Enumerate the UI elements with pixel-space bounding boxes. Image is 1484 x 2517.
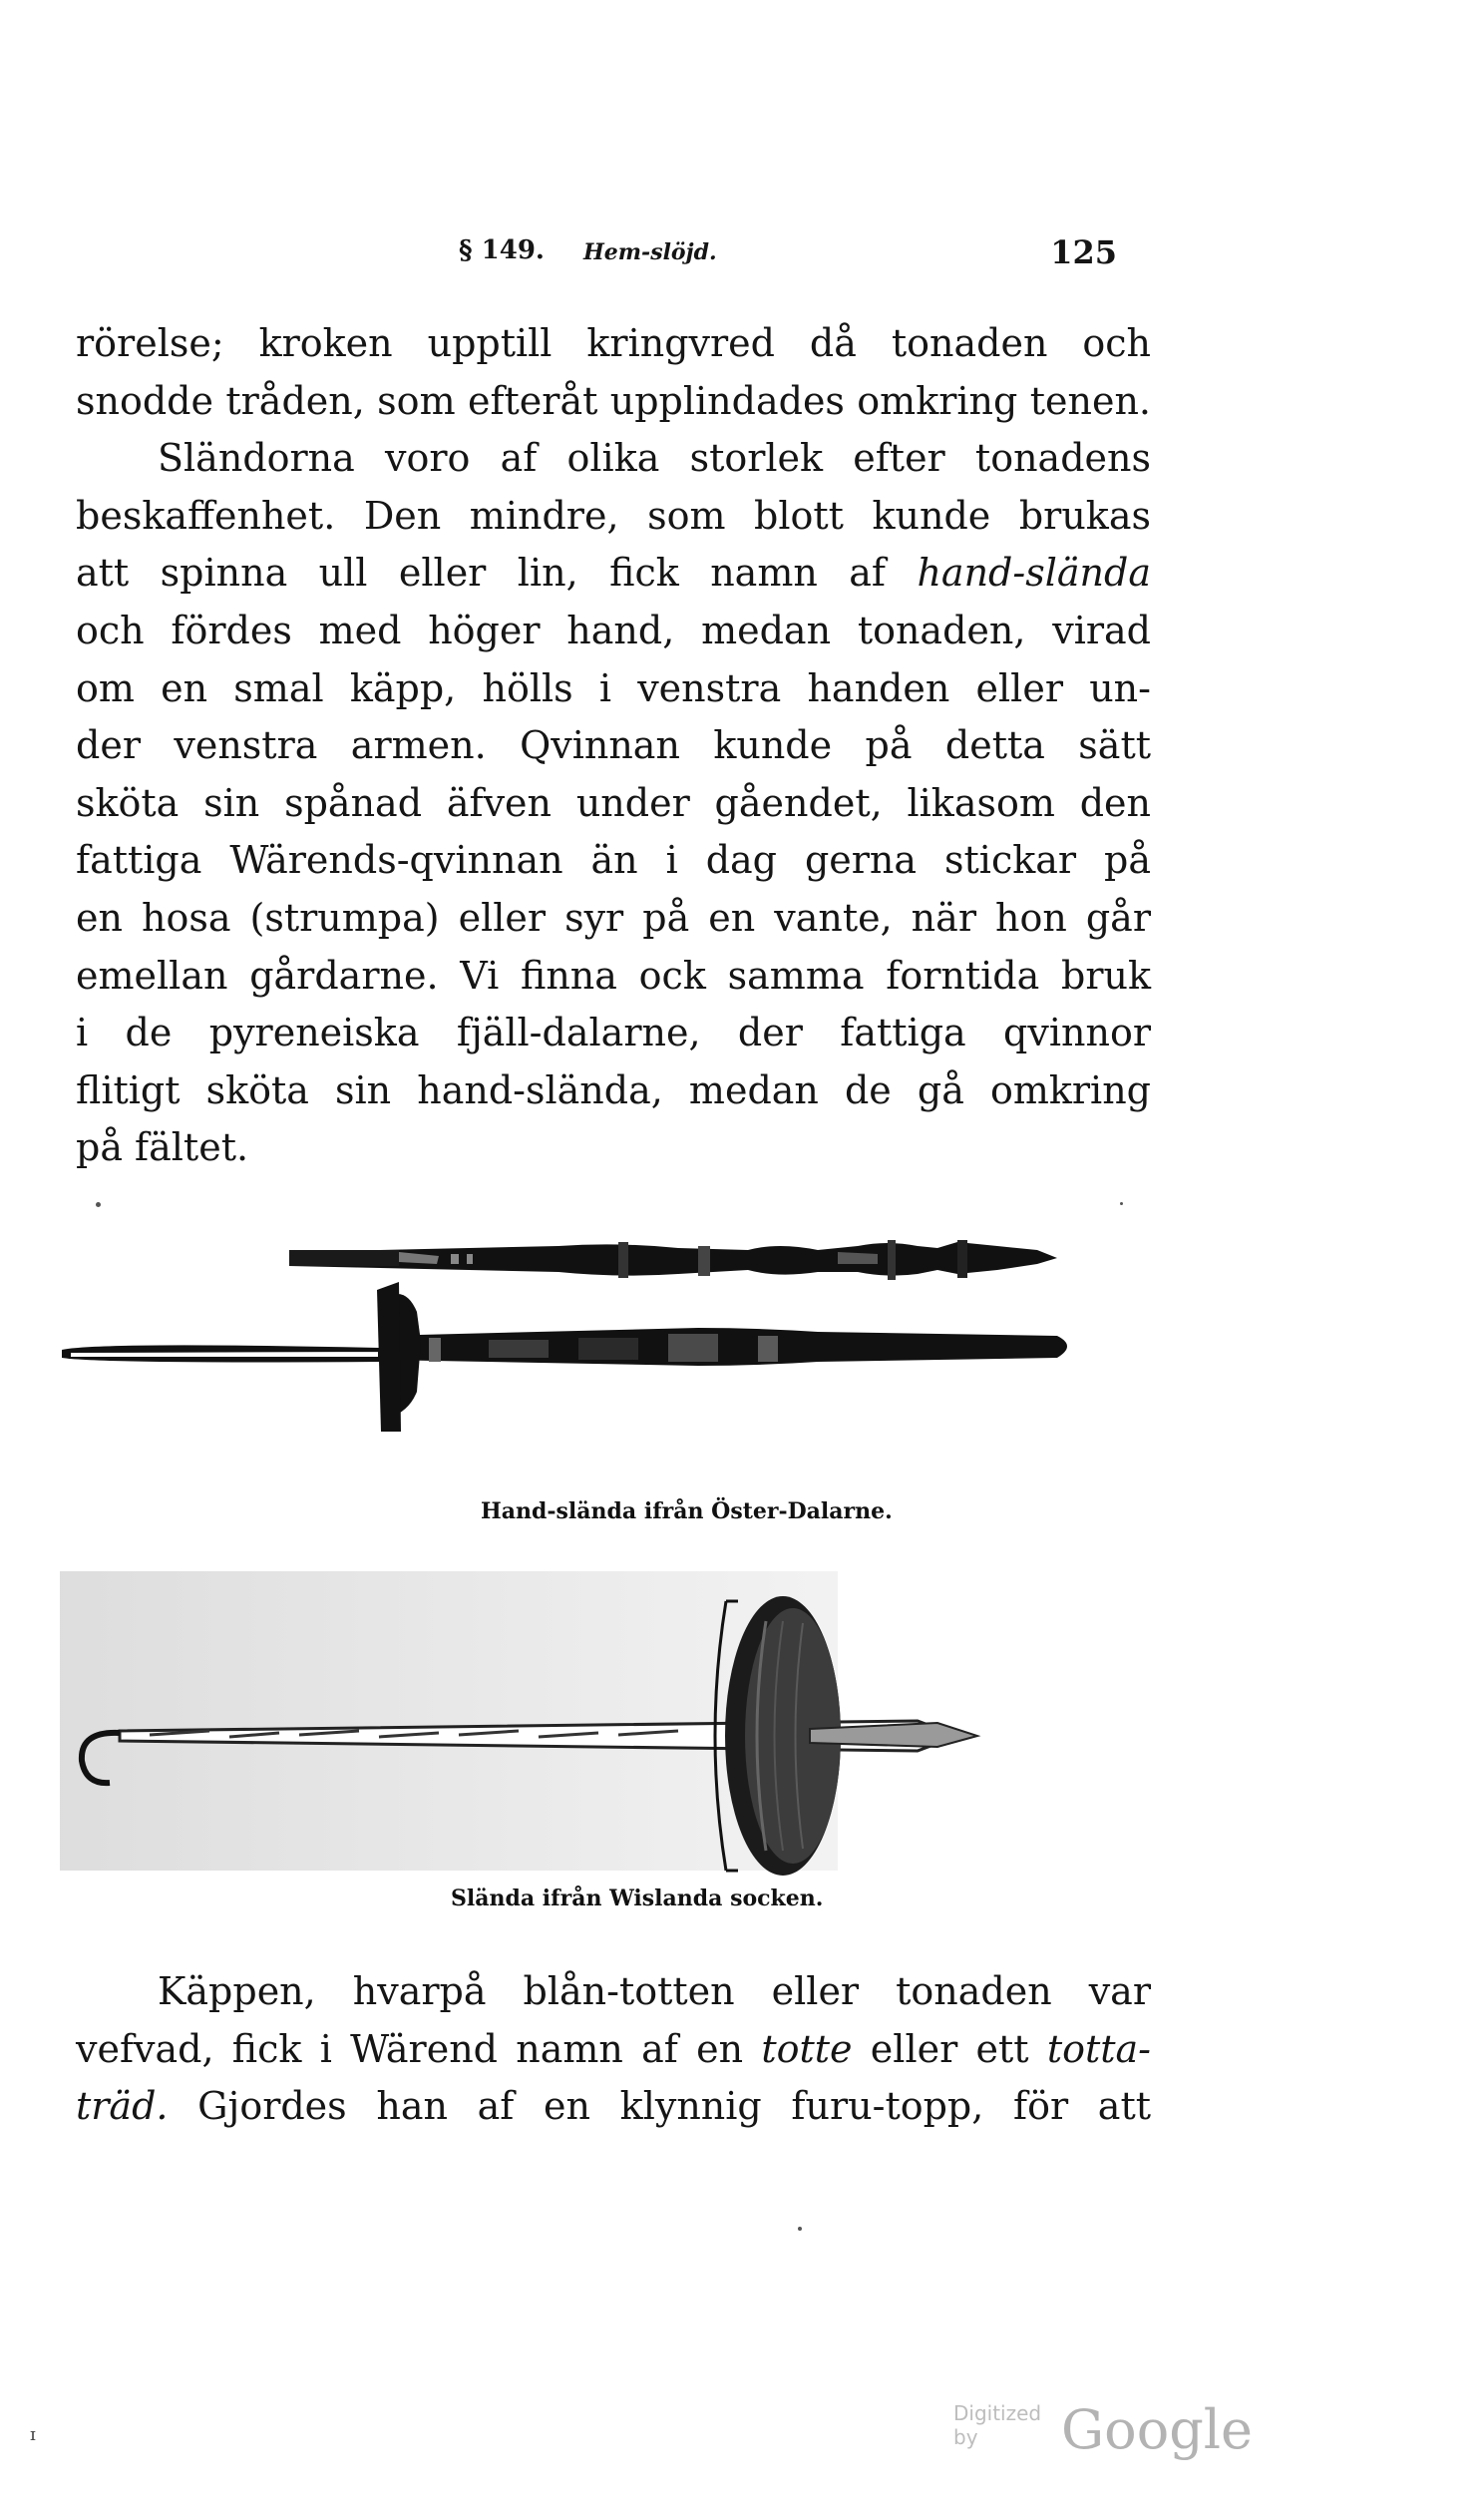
speck xyxy=(1120,1202,1123,1205)
section-number: § 149. xyxy=(459,235,545,265)
text-line: fattiga Wärends-qvinnan än i dag gerna stickar på xyxy=(76,838,1151,883)
text-line-with-italic xyxy=(76,2021,1151,2079)
paragraph-1 xyxy=(76,315,1151,1177)
google-logo: Google xyxy=(1061,2398,1253,2461)
text-span: vefvad, fick i Wärend namn af en xyxy=(76,2026,762,2071)
text-line: Sländorna voro af olika storlek efter tonadens xyxy=(158,436,1151,481)
text-span: Gjordes han af en klynnig furu-topp, för att xyxy=(168,2084,1151,2129)
text-line: rörelse; kroken upptill kringvred då tonaden och xyxy=(76,321,1151,365)
text-line: emellan gårdarne. Vi finna ock samma forntida bruk xyxy=(76,953,1151,998)
chapter-title: Hem-slöjd. xyxy=(583,239,717,265)
speck xyxy=(798,2227,802,2231)
text-line: en hosa (strumpa) eller syr på en vante, när hon går xyxy=(76,895,1151,940)
text-line: flitigt sköta sin hand-slända, medan de gå omkring xyxy=(76,1067,1151,1112)
text-line: Käppen, hvarpå blån-totten eller tonaden var xyxy=(158,1969,1151,2013)
text-span: eller ett xyxy=(852,2026,1047,2071)
figure-2-caption: Slända ifrån Wislanda socken. xyxy=(451,1886,824,1911)
paragraph-2 xyxy=(76,1963,1151,2136)
page-number: 125 xyxy=(1050,233,1117,271)
drop-spindle-engraving xyxy=(60,1561,1167,1890)
text-line: der venstra armen. Qvinnan kunde på detta sätt xyxy=(76,723,1151,768)
text-line: snodde tråden, som efteråt upplindades omkring tenen. xyxy=(76,378,1151,423)
text-line: sköta sin spånad äfven under gåendet, likasom den xyxy=(76,780,1151,825)
margin-mark: ɪ xyxy=(30,2424,36,2445)
text-line: på fältet. xyxy=(76,1125,249,1170)
italic-term: träd. xyxy=(76,2084,169,2129)
digitized-watermark xyxy=(953,2397,1253,2461)
text-line-with-italic xyxy=(76,2078,1151,2136)
spindle-side-view xyxy=(62,1282,1067,1432)
text-line-with-italic xyxy=(76,545,1151,603)
italic-term: totte xyxy=(761,2026,853,2071)
italic-term: totta- xyxy=(1046,2026,1151,2071)
text-line: och fördes med höger hand, medan tonaden, virad xyxy=(76,608,1151,652)
watermark-prefix: Digitized by xyxy=(953,2401,1042,2449)
spindle-whorl xyxy=(715,1596,977,1876)
hand-spindle-engraving xyxy=(60,1212,1167,1511)
text-line: beskaffenhet. Den mindre, som blott kunde brukas xyxy=(76,493,1151,538)
figure-1-caption: Hand-slända ifrån Öster-Dalarne. xyxy=(481,1498,893,1524)
spindle-top-view xyxy=(289,1240,1057,1280)
italic-term: hand-slända xyxy=(917,551,1151,596)
text-span: att spinna ull eller lin, fick namn af xyxy=(76,551,886,596)
text-line: i de pyreneiska fjäll-dalarne, der fattiga qvinnor xyxy=(76,1011,1151,1055)
text-line: om en smal käpp, hölls i venstra handen eller un- xyxy=(76,665,1151,710)
running-head xyxy=(459,227,1117,277)
speck xyxy=(96,1202,101,1207)
